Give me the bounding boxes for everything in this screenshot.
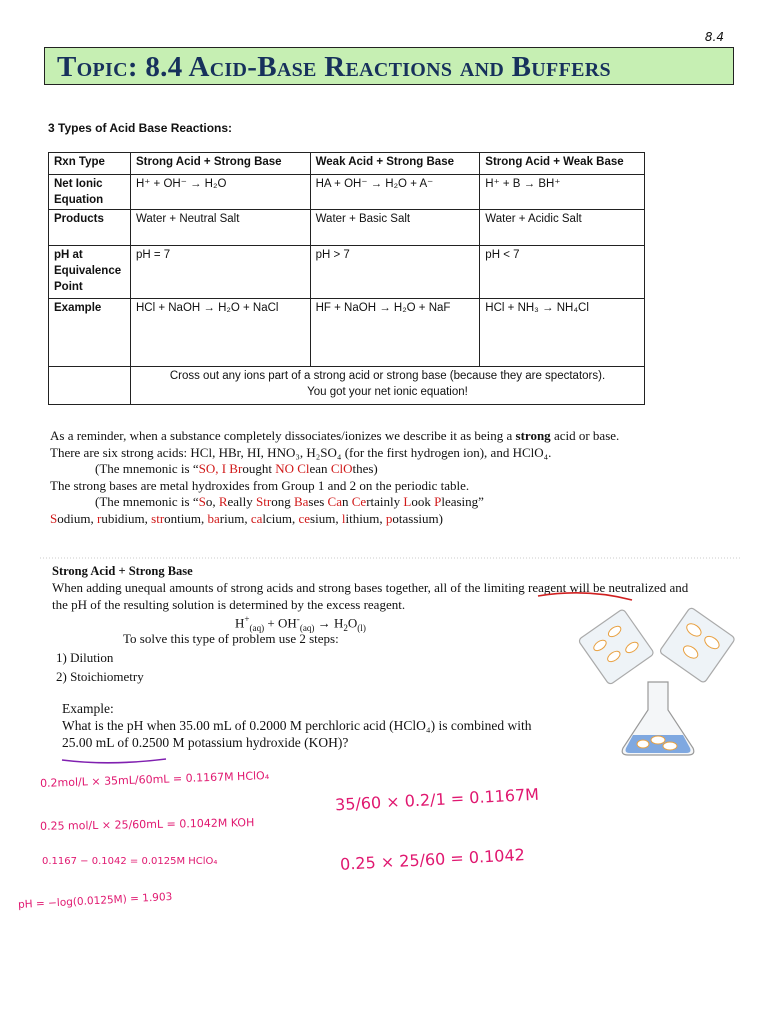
steps-intro: To solve this type of problem use 2 steps: — [123, 631, 339, 646]
base-list: Sodium, rubidium, strontium, barium, calcium, cesium, lithium, potassium) — [50, 510, 443, 526]
example-text: What is the pH when 35.00 mL of 0.2000 M perchloric acid (HClO₄) is combined with 25.00 mL of 0.2500 M potassium hydroxide (KOH)? — [62, 718, 532, 750]
table-cell: HCl + NaOH → H₂O + NaCl — [130, 299, 310, 367]
table-row — [49, 175, 645, 210]
empty-cell — [49, 367, 131, 405]
table-cell: Water + Basic Salt — [310, 210, 480, 246]
table-row — [49, 299, 645, 367]
example-block — [62, 700, 532, 751]
table-row — [49, 210, 645, 246]
page-title: Topic: 8.4 Acid-Base Reactions and Buffers — [57, 51, 611, 83]
section-divider — [40, 556, 740, 560]
handwritten-line: 0.25 mol/L × 25/60mL = 0.1042M KOH — [39, 816, 255, 833]
handwritten-line: 0.1167 − 0.1042 = 0.0125M HClO₄ — [42, 856, 218, 867]
table-cell: HF + NaOH → H₂O + NaF — [310, 299, 480, 367]
table-cell: pH < 7 — [480, 246, 645, 299]
table-cell: pH > 7 — [310, 246, 480, 299]
strong-acid-para: When adding unequal amounts of strong acids and strong bases together, all of the limiting reagent will be neutralized and the pH of the resulting solution is determined by the excess reagent. — [52, 580, 689, 612]
steps-list — [56, 648, 144, 686]
footer-line: Cross out any ions part of a strong acid or strong base (because they are spectators). — [169, 370, 606, 382]
strong-acid-strong-base-heading: Strong Acid + Strong Base — [52, 564, 193, 578]
table-cell: HCl + NH₃ → NH₄Cl — [480, 299, 645, 367]
neutralization-equation: $H^+_{(aq)} + OH^-_{(aq)} \to H_2O_{(l)}$ — [235, 614, 366, 633]
row-label: Net Ionic Equation — [49, 175, 131, 210]
table-footer — [130, 367, 644, 405]
acid-mnemonic: (The mnemonic is “SO, I Brought NO Clean ClOthes) — [95, 461, 378, 476]
table-cell: pH = 7 — [130, 246, 310, 299]
base-mnemonic: (The mnemonic is “So, Really Strong Bases Can Certainly Look Pleasing” — [95, 494, 484, 509]
handwritten-calc: 0.25 × 25/60 = 0.1042 — [339, 845, 526, 874]
underline-mark — [60, 756, 170, 768]
topic-title-box — [44, 47, 734, 85]
reminder-line-2: There are six strong acids: HCl, HBr, HI, HNO₃, H₂SO₄ (for the first hydrogen ion), and HClO₄. — [50, 444, 552, 460]
text: acid or base. — [550, 428, 620, 443]
table-footer-row — [49, 367, 645, 405]
table-row — [49, 246, 645, 299]
text: As a reminder, when a substance completely dissociates/ionizes we describe it as being a — [50, 428, 516, 443]
step-item: 1) Dilution — [56, 650, 114, 665]
footer-line: You got your net ionic equation! — [307, 386, 468, 398]
reaction-types-table — [48, 152, 645, 405]
strong-word: strong — [515, 428, 551, 443]
table-cell: HA + OH⁻ → H₂O + A⁻ — [310, 175, 480, 210]
table-cell: Water + Neutral Salt — [130, 210, 310, 246]
row-label: Example — [49, 299, 131, 367]
handwritten-line: pH = −log(0.0125M) = 1.903 — [17, 890, 173, 912]
table-header: Strong Acid + Weak Base — [480, 153, 645, 175]
row-label: pH at Equivalence Point — [49, 246, 131, 299]
table-header: Rxn Type — [49, 153, 131, 175]
reminder-block — [50, 428, 750, 527]
table-cell: Water + Acidic Salt — [480, 210, 645, 246]
table-header-row — [49, 153, 645, 175]
reminder-line-5: The strong bases are metal hydroxides from Group 1 and 2 on the periodic table. — [50, 477, 470, 493]
table-header: Weak Acid + Strong Base — [310, 153, 480, 175]
beakers-illustration-icon — [578, 600, 738, 760]
step-item: 2) Stoichiometry — [56, 669, 144, 684]
table-cell: H⁺ + OH⁻ → H₂O — [130, 175, 310, 210]
reminder-line-1 — [50, 428, 750, 445]
types-heading: 3 Types of Acid Base Reactions: — [48, 121, 233, 135]
row-label: Products — [49, 210, 131, 246]
table-cell: H⁺ + B → BH⁺ — [480, 175, 645, 210]
page-number: 8.4 — [704, 30, 724, 44]
table-header: Strong Acid + Strong Base — [130, 153, 310, 175]
handwritten-calc: 35/60 × 0.2/1 = 0.1167M — [334, 784, 540, 815]
handwritten-line: 0.2mol/L × 35mL/60mL = 0.1167M HClO₄ — [39, 769, 270, 790]
example-label: Example: — [62, 701, 114, 716]
